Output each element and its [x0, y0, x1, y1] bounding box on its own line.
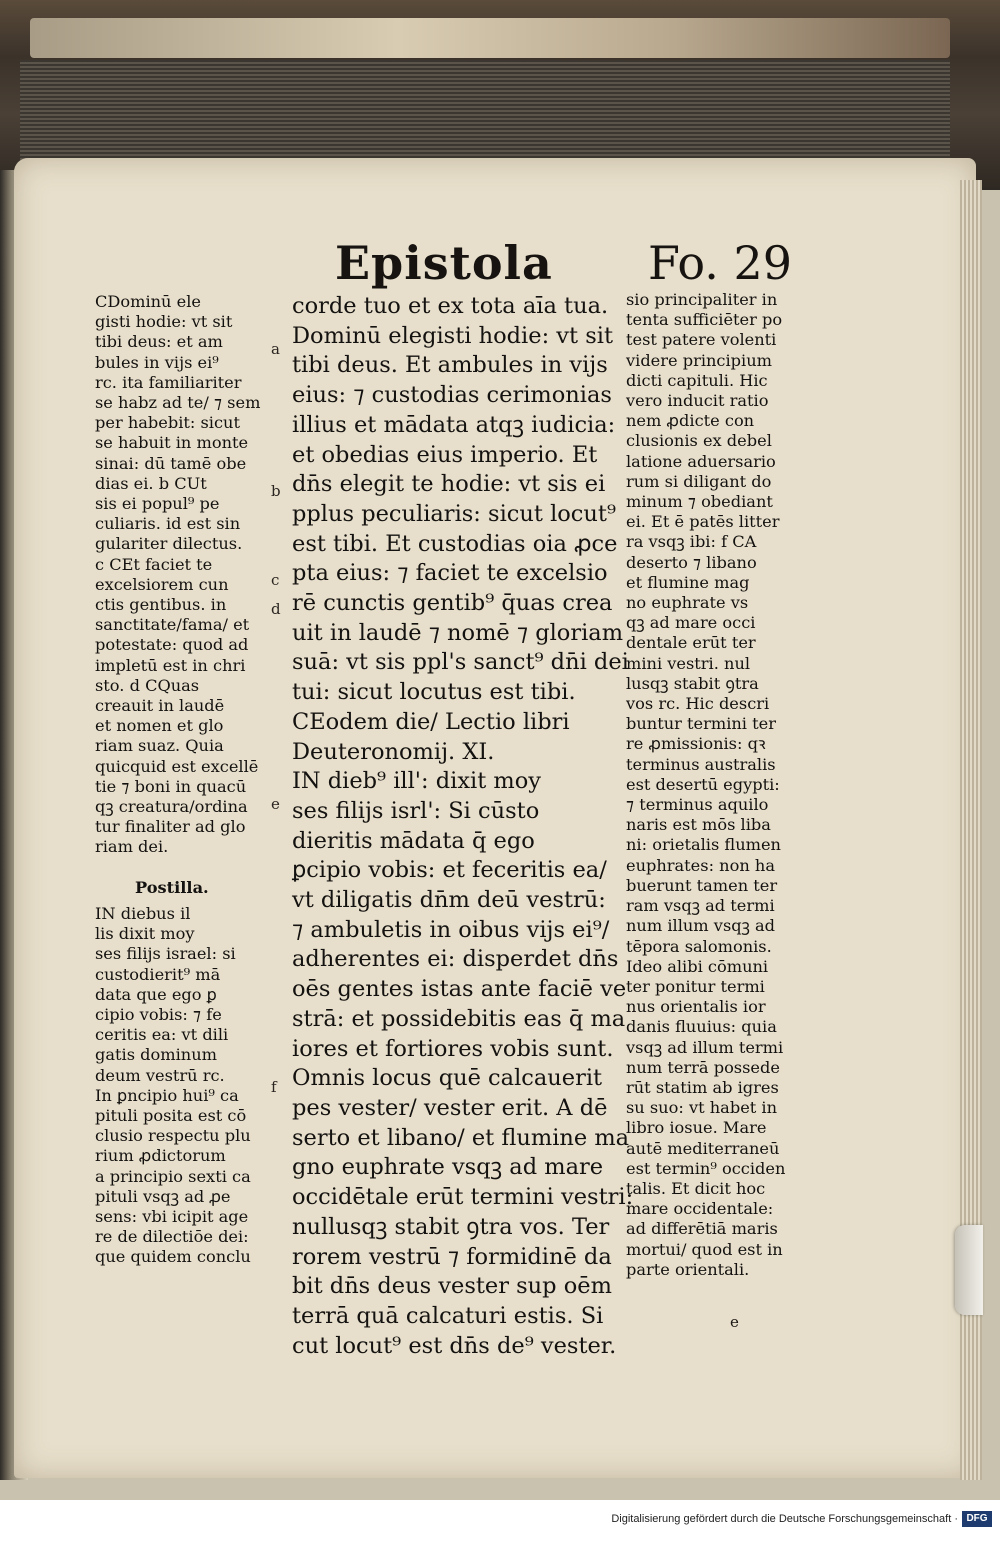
text-line: occidētale erūt termini vestri: — [292, 1184, 634, 1211]
text-line: vt diligatis dn̄m deū vestrū: — [292, 887, 606, 914]
text-line: IN diebus il — [95, 903, 191, 923]
book-spine-strip — [30, 18, 950, 58]
text-line: dias ei. b CUt — [95, 473, 207, 493]
text-line: ses filijs isrl': Si cūsto — [292, 797, 540, 824]
folio-number: Fo. 29 — [648, 236, 793, 290]
text-line: terrā quā calcaturi estis. Si — [292, 1302, 604, 1329]
running-title: Epistola — [335, 236, 553, 290]
text-line: est desertū egypti: — [626, 774, 780, 794]
text-line: tēpora salomonis. — [626, 936, 772, 956]
text-line: sens: vbi icipit age — [95, 1206, 249, 1226]
text-line: pplus peculiaris: sicut locut⁹ — [292, 500, 616, 527]
text-line: dieritis mādata q̄ ego — [292, 827, 535, 854]
text-line: ses filijs israel: si — [95, 944, 236, 964]
text-line: uit in laudē ⁊ nomē ⁊ gloriam — [292, 619, 624, 646]
text-line: pituli posita est cō — [95, 1105, 247, 1125]
text-line: cipio vobis: ⁊ fe — [95, 1004, 222, 1024]
text-line: ra vsqꝫ ibi: f CA — [626, 532, 757, 552]
page-clip — [955, 1225, 983, 1315]
text-line: euphrates: non ha — [626, 855, 775, 875]
text-line: vsqꝫ ad illum termi — [626, 1037, 784, 1057]
text-line: buerunt tamen ter — [626, 875, 778, 895]
text-line: et obedias eius imperio. Et — [292, 441, 598, 468]
text-line: gno euphrate vsqꝫ ad mare — [292, 1154, 604, 1181]
text-line: sto. d CQuas — [95, 675, 200, 695]
text-line: pituli vsqꝫ ad ꝓe — [95, 1186, 231, 1206]
text-line: nus orientalis ior — [626, 997, 766, 1017]
text-line: minum ⁊ obediant — [626, 492, 773, 512]
text-line: naris est mōs liba — [626, 815, 771, 835]
text-line: quicquid est excellē — [95, 756, 259, 776]
text-line: bules in vijs ei⁹ — [95, 352, 219, 372]
text-line: mini vestri. nul — [626, 653, 751, 673]
left-column — [95, 292, 270, 1268]
text-line: parte orientali. — [626, 1259, 750, 1279]
footer-bar — [0, 1500, 1000, 1542]
margin-reference-letter: f — [271, 1078, 277, 1096]
text-line: libro iosue. Mare — [626, 1118, 767, 1138]
text-line: culiaris. id est sin — [95, 514, 241, 534]
text-line: Omnis locus quē calcauerit — [292, 1065, 603, 1092]
text-line: ad differētiā maris — [626, 1219, 778, 1239]
text-line: videre principium — [626, 350, 772, 370]
text-line: rē cunctis gentib⁹ q̄uas crea — [292, 590, 613, 617]
text-line: dn̄s elegit te hodie: vt sis ei — [292, 471, 606, 498]
text-line: excelsiorem cun — [95, 574, 229, 594]
margin-reference-letter: d — [271, 600, 281, 618]
text-line: autē mediterraneū — [626, 1138, 780, 1158]
text-line: rorem vestrū ⁊ formidinē da — [292, 1243, 612, 1270]
text-line: tui: sicut locutus est tibi. — [292, 679, 576, 706]
text-line: Ideo alibi cōmuni — [626, 956, 769, 976]
text-line: tenta sufficiēter po — [626, 310, 783, 330]
text-line: cut locut⁹ est dn̄s de⁹ vester. — [292, 1332, 617, 1359]
text-line: num illum vsqꝫ ad — [626, 916, 776, 936]
text-line: gatis dominum — [95, 1045, 217, 1065]
text-line: talis. Et dicit hoc — [626, 1178, 766, 1198]
text-line: corde tuo et ex tota aīa tua. — [292, 293, 609, 319]
text-line: nullusqꝫ stabit ꝯtra vos. Ter — [292, 1213, 610, 1240]
text-line: re ꝓmissionis: qꝛ — [626, 734, 766, 754]
text-line: Dominū elegisti hodie: vt sit — [292, 322, 613, 349]
text-line: su suo: vt habet in — [626, 1098, 778, 1118]
text-line: suā: vt sis ppl's sanct⁹ dn̄i dei — [292, 649, 629, 676]
text-line: Deuteronomij. XI. — [292, 738, 495, 765]
text-line: IN dieb⁹ ill': dixit moy — [292, 768, 541, 795]
text-line: deum vestrū rc. — [95, 1065, 225, 1085]
margin-reference-letter: c — [271, 571, 280, 589]
text-line: lis dixit moy — [95, 924, 195, 944]
text-line: et nomen et glo — [95, 716, 224, 736]
text-line: ⁊ terminus aquilo — [626, 795, 769, 815]
text-line: buntur termini ter — [626, 714, 776, 734]
text-line: re de dilectiōe dei: — [95, 1227, 249, 1247]
text-line: gisti hodie: vt sit — [95, 312, 233, 332]
text-line: creauit in laudē — [95, 696, 225, 716]
text-line: tibi deus. Et ambules in vijs — [292, 352, 608, 379]
signature-mark: e — [730, 1313, 739, 1331]
text-line: danis fluuius: quia — [626, 1017, 777, 1037]
text-line: custodierit⁹ mā — [95, 964, 221, 984]
text-line: test patere volenti — [626, 330, 777, 350]
text-line: sinai: dū tamē obe — [95, 453, 247, 473]
text-line: latione aduersario — [626, 451, 776, 471]
text-line: rūt statim ab igres — [626, 1077, 779, 1097]
text-line: clusio respectu plu — [95, 1126, 251, 1146]
text-line: mare occidentale: — [626, 1199, 774, 1219]
text-line: ⁊ ambuletis in oibus vijs ei⁹/ — [292, 916, 610, 943]
text-line: est tibi. Et custodias oia ꝓce — [292, 530, 618, 557]
text-line: serto et libano/ et flumine ma — [292, 1124, 630, 1151]
text-line: data que ego ꝑ — [95, 984, 217, 1004]
text-line: oēs gentes istas ante faciē ve — [292, 976, 627, 1003]
text-line: qꝫ ad mare occi — [626, 613, 756, 633]
text-line: dicti capituli. Hic — [626, 370, 768, 390]
margin-reference-letter: b — [271, 482, 281, 500]
text-line: mortui/ quod est in — [626, 1239, 783, 1259]
text-line: eius: ⁊ custodias cerimonias — [292, 382, 612, 409]
text-line: pes vester/ vester erit. A dē — [292, 1094, 608, 1121]
footer-credit: Digitalisierung gefördert durch die Deutsche Forschungsgemeinschaft · — [611, 1513, 958, 1525]
text-line: riam dei. — [95, 837, 169, 857]
text-line: se habz ad te/ ⁊ sem — [95, 393, 261, 413]
text-line: riam suaz. Quia — [95, 736, 224, 756]
text-line: iores et fortiores vobis sunt. — [292, 1035, 614, 1062]
text-line: sio principaliter in — [626, 290, 778, 309]
text-line: terminus australis — [626, 754, 776, 774]
text-line: CEodem die/ Lectio libri — [292, 708, 570, 735]
text-line: adherentes ei: disperdet dn̄s — [292, 946, 619, 973]
text-line: tibi deus: et am — [95, 332, 223, 352]
margin-reference-letter: e — [271, 795, 280, 813]
text-line: rium ꝓdictorum — [95, 1146, 226, 1166]
text-line: deserto ⁊ libano — [626, 552, 757, 572]
text-line: vero inducit ratio — [626, 391, 769, 411]
text-line: no euphrate vs — [626, 593, 749, 613]
text-line: illius et mādata atqꝫ iudicia: — [292, 411, 616, 438]
text-line: ni: orietalis flumen — [626, 835, 781, 855]
text-line: se habuit in monte — [95, 433, 249, 453]
text-line: et flumine mag — [626, 572, 750, 592]
text-line: sanctitate/fama/ et — [95, 615, 250, 635]
text-line: dentale erūt ter — [626, 633, 756, 653]
text-line: clusionis ex debel — [626, 431, 772, 451]
text-line: tie ⁊ boni in quacū — [95, 776, 247, 796]
text-line: In ꝑncipio hui⁹ ca — [95, 1085, 239, 1105]
text-line: ei. Et ē patēs litter — [626, 512, 780, 532]
text-line: qꝫ creatura/ordina — [95, 797, 248, 817]
text-line: ꝑcipio vobis: et feceritis ea/ — [292, 857, 607, 884]
text-line: sis ei popul⁹ pe — [95, 494, 220, 514]
right-column — [626, 290, 801, 1280]
postilla-heading: Postilla. — [135, 877, 209, 897]
margin-reference-letter: a — [271, 340, 280, 358]
text-line: potestate: quod ad — [95, 635, 249, 655]
text-line: lusqꝫ stabit ꝯtra — [626, 673, 759, 693]
text-line: c CEt faciet te — [95, 554, 213, 574]
dfg-logo: DFG — [962, 1511, 992, 1527]
middle-column — [292, 292, 634, 1361]
text-line: rum si diligant do — [626, 471, 772, 491]
text-line: num terrā possede — [626, 1057, 780, 1077]
text-line: tur finaliter ad glo — [95, 817, 246, 837]
page-stack-edge — [20, 60, 950, 160]
text-line: bit dn̄s deus vester sup oēm — [292, 1273, 612, 1300]
text-line: ctis gentibus. in — [95, 595, 227, 615]
text-line: ram vsqꝫ ad termi — [626, 896, 775, 916]
text-line: ceritis ea: vt dili — [95, 1025, 229, 1045]
text-line: rc. ita familiariter — [95, 372, 242, 392]
text-line: est termin⁹ occiden — [626, 1158, 786, 1178]
text-line: gulariter dilectus. — [95, 534, 243, 554]
text-line: nem ꝓdicte con — [626, 411, 755, 431]
text-line: que quidem conclu — [95, 1247, 251, 1267]
text-line: impletū est in chri — [95, 655, 246, 675]
text-line: pta eius: ⁊ faciet te excelsio — [292, 560, 608, 587]
text-line: per habebit: sicut — [95, 413, 240, 433]
text-line: CDominū ele — [95, 292, 201, 311]
text-line: strā: et possidebitis eas q̄ ma — [292, 1005, 626, 1032]
text-line: ter ponitur termi — [626, 976, 765, 996]
text-line: a principio sexti ca — [95, 1166, 251, 1186]
text-line: vos rc. Hic descri — [626, 694, 770, 714]
